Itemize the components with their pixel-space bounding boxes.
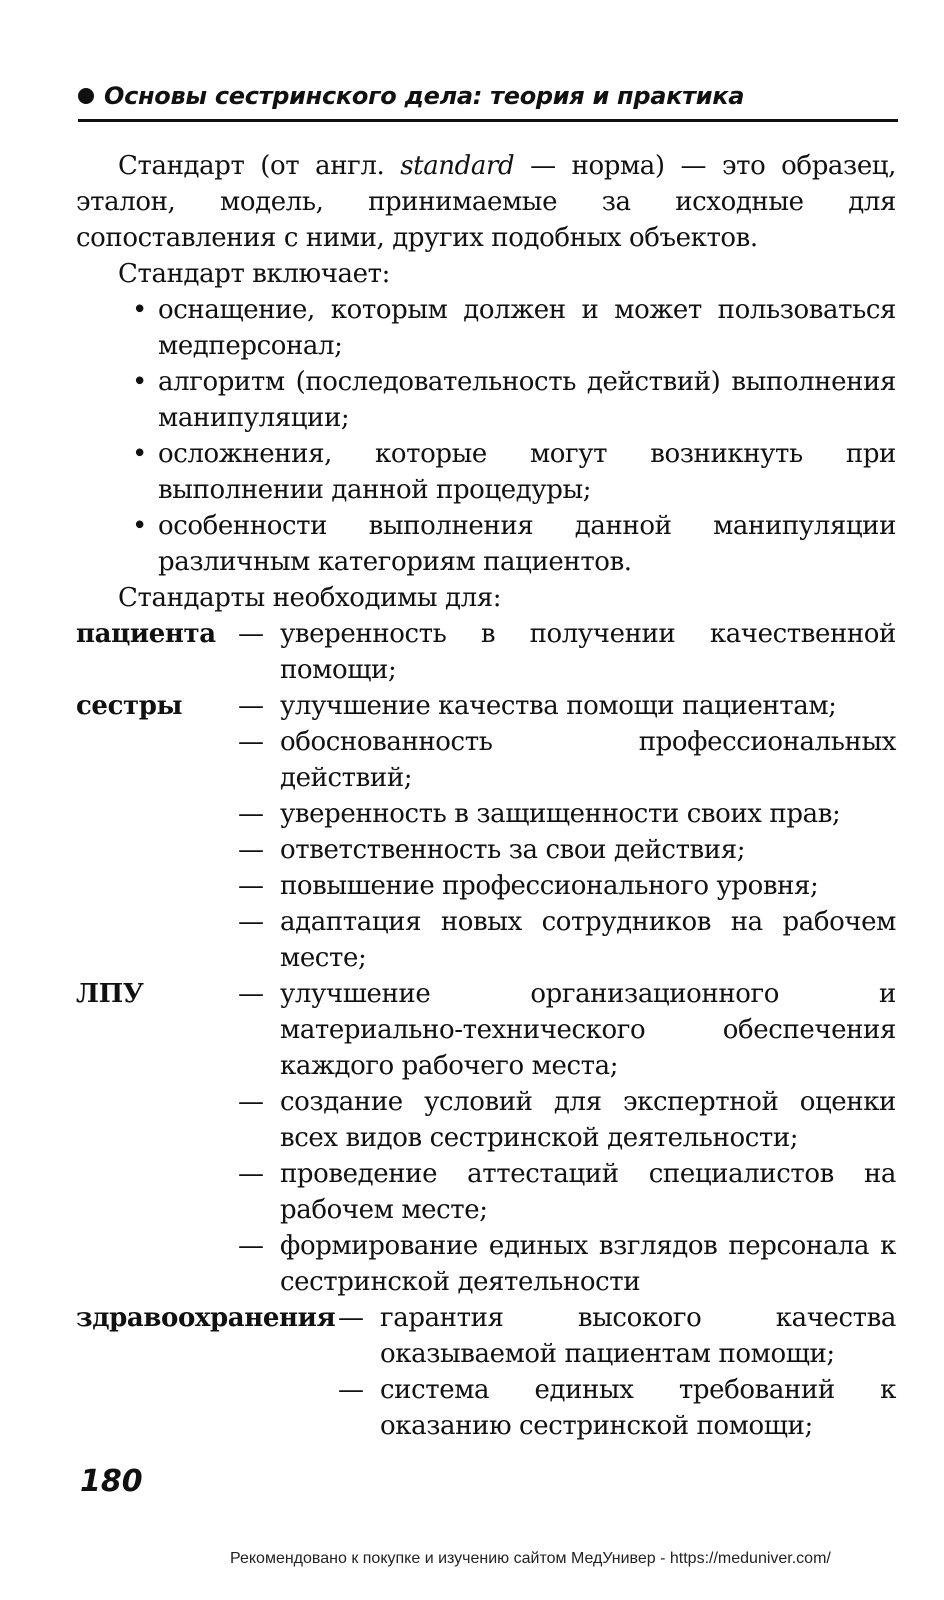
list-item: — улучшение качества помощи пациентам;	[238, 688, 896, 724]
footer-note: Рекомендовано к покупке и изучению сайтом МедУнивер - https://meduniver.com/	[230, 1550, 831, 1567]
group-label: пациента	[76, 619, 216, 649]
group-items	[338, 1300, 896, 1444]
group-label: сестры	[76, 691, 183, 721]
group-items	[238, 616, 896, 688]
running-title: Основы сестринского дела: теория и практика	[104, 82, 745, 110]
list-item: — создание условий для экспертной оценки всех видов сестринской деятельности;	[238, 1084, 896, 1156]
group-label: здравоохранения	[76, 1303, 336, 1333]
list-item: — уверенность в получении качественной помощи;	[238, 616, 896, 688]
definition-paragraph	[76, 148, 896, 256]
list-item: — обоснованность профессиональных действий;	[238, 724, 896, 796]
needed-intro: Стандарты необходимы для:	[118, 583, 502, 613]
list-item: — повышение профессионального уровня;	[238, 868, 896, 904]
definition-text-start: Стандарт (от англ.	[118, 151, 401, 181]
list-item: — улучшение организационного и материально-технического обеспечения каждого рабочего места;	[238, 976, 896, 1084]
group-patient	[76, 616, 896, 688]
header-bullet-icon	[78, 88, 94, 104]
group-items	[238, 688, 896, 976]
includes-list	[76, 292, 896, 580]
group-hospital	[76, 976, 896, 1300]
list-item: — ответственность за свои действия;	[238, 832, 896, 868]
includes-intro: Стандарт включает:	[118, 259, 390, 289]
definition-text-end: — норма) — это образец, эталон, модель, принимаемые за исходные для сопоставления с ними, других подобных объектов.	[76, 151, 896, 253]
main-text	[76, 148, 896, 1444]
page-number: 180	[80, 1464, 143, 1499]
group-label: ЛПУ	[76, 979, 144, 1009]
list-item: — проведение аттестаций специалистов на рабочем месте;	[238, 1156, 896, 1228]
group-items	[238, 976, 896, 1300]
running-header	[78, 82, 898, 110]
list-item: • оснащение, которым должен и может пользоваться медперсонал;	[76, 292, 896, 364]
list-item: • особенности выполнения данной манипуляции различным категориям пациентов.	[76, 508, 896, 580]
group-healthcare	[76, 1300, 896, 1444]
list-item: • осложнения, которые могут возникнуть при выполнении данной процедуры;	[76, 436, 896, 508]
list-item: — адаптация новых сотрудников на рабочем месте;	[238, 904, 896, 976]
list-item: — гарантия высокого качества оказываемой пациентам помощи;	[338, 1300, 896, 1372]
definition-term: standard	[400, 151, 515, 181]
header-rule	[78, 119, 898, 122]
list-item: • алгоритм (последовательность действий) выполнения манипуляции;	[76, 364, 896, 436]
list-item: — формирование единых взглядов персонала к сестринской деятельности	[238, 1228, 896, 1300]
group-nurse	[76, 688, 896, 976]
list-item: — уверенность в защищенности своих прав;	[238, 796, 896, 832]
list-item: — система единых требований к оказанию сестринской помощи;	[338, 1372, 896, 1444]
